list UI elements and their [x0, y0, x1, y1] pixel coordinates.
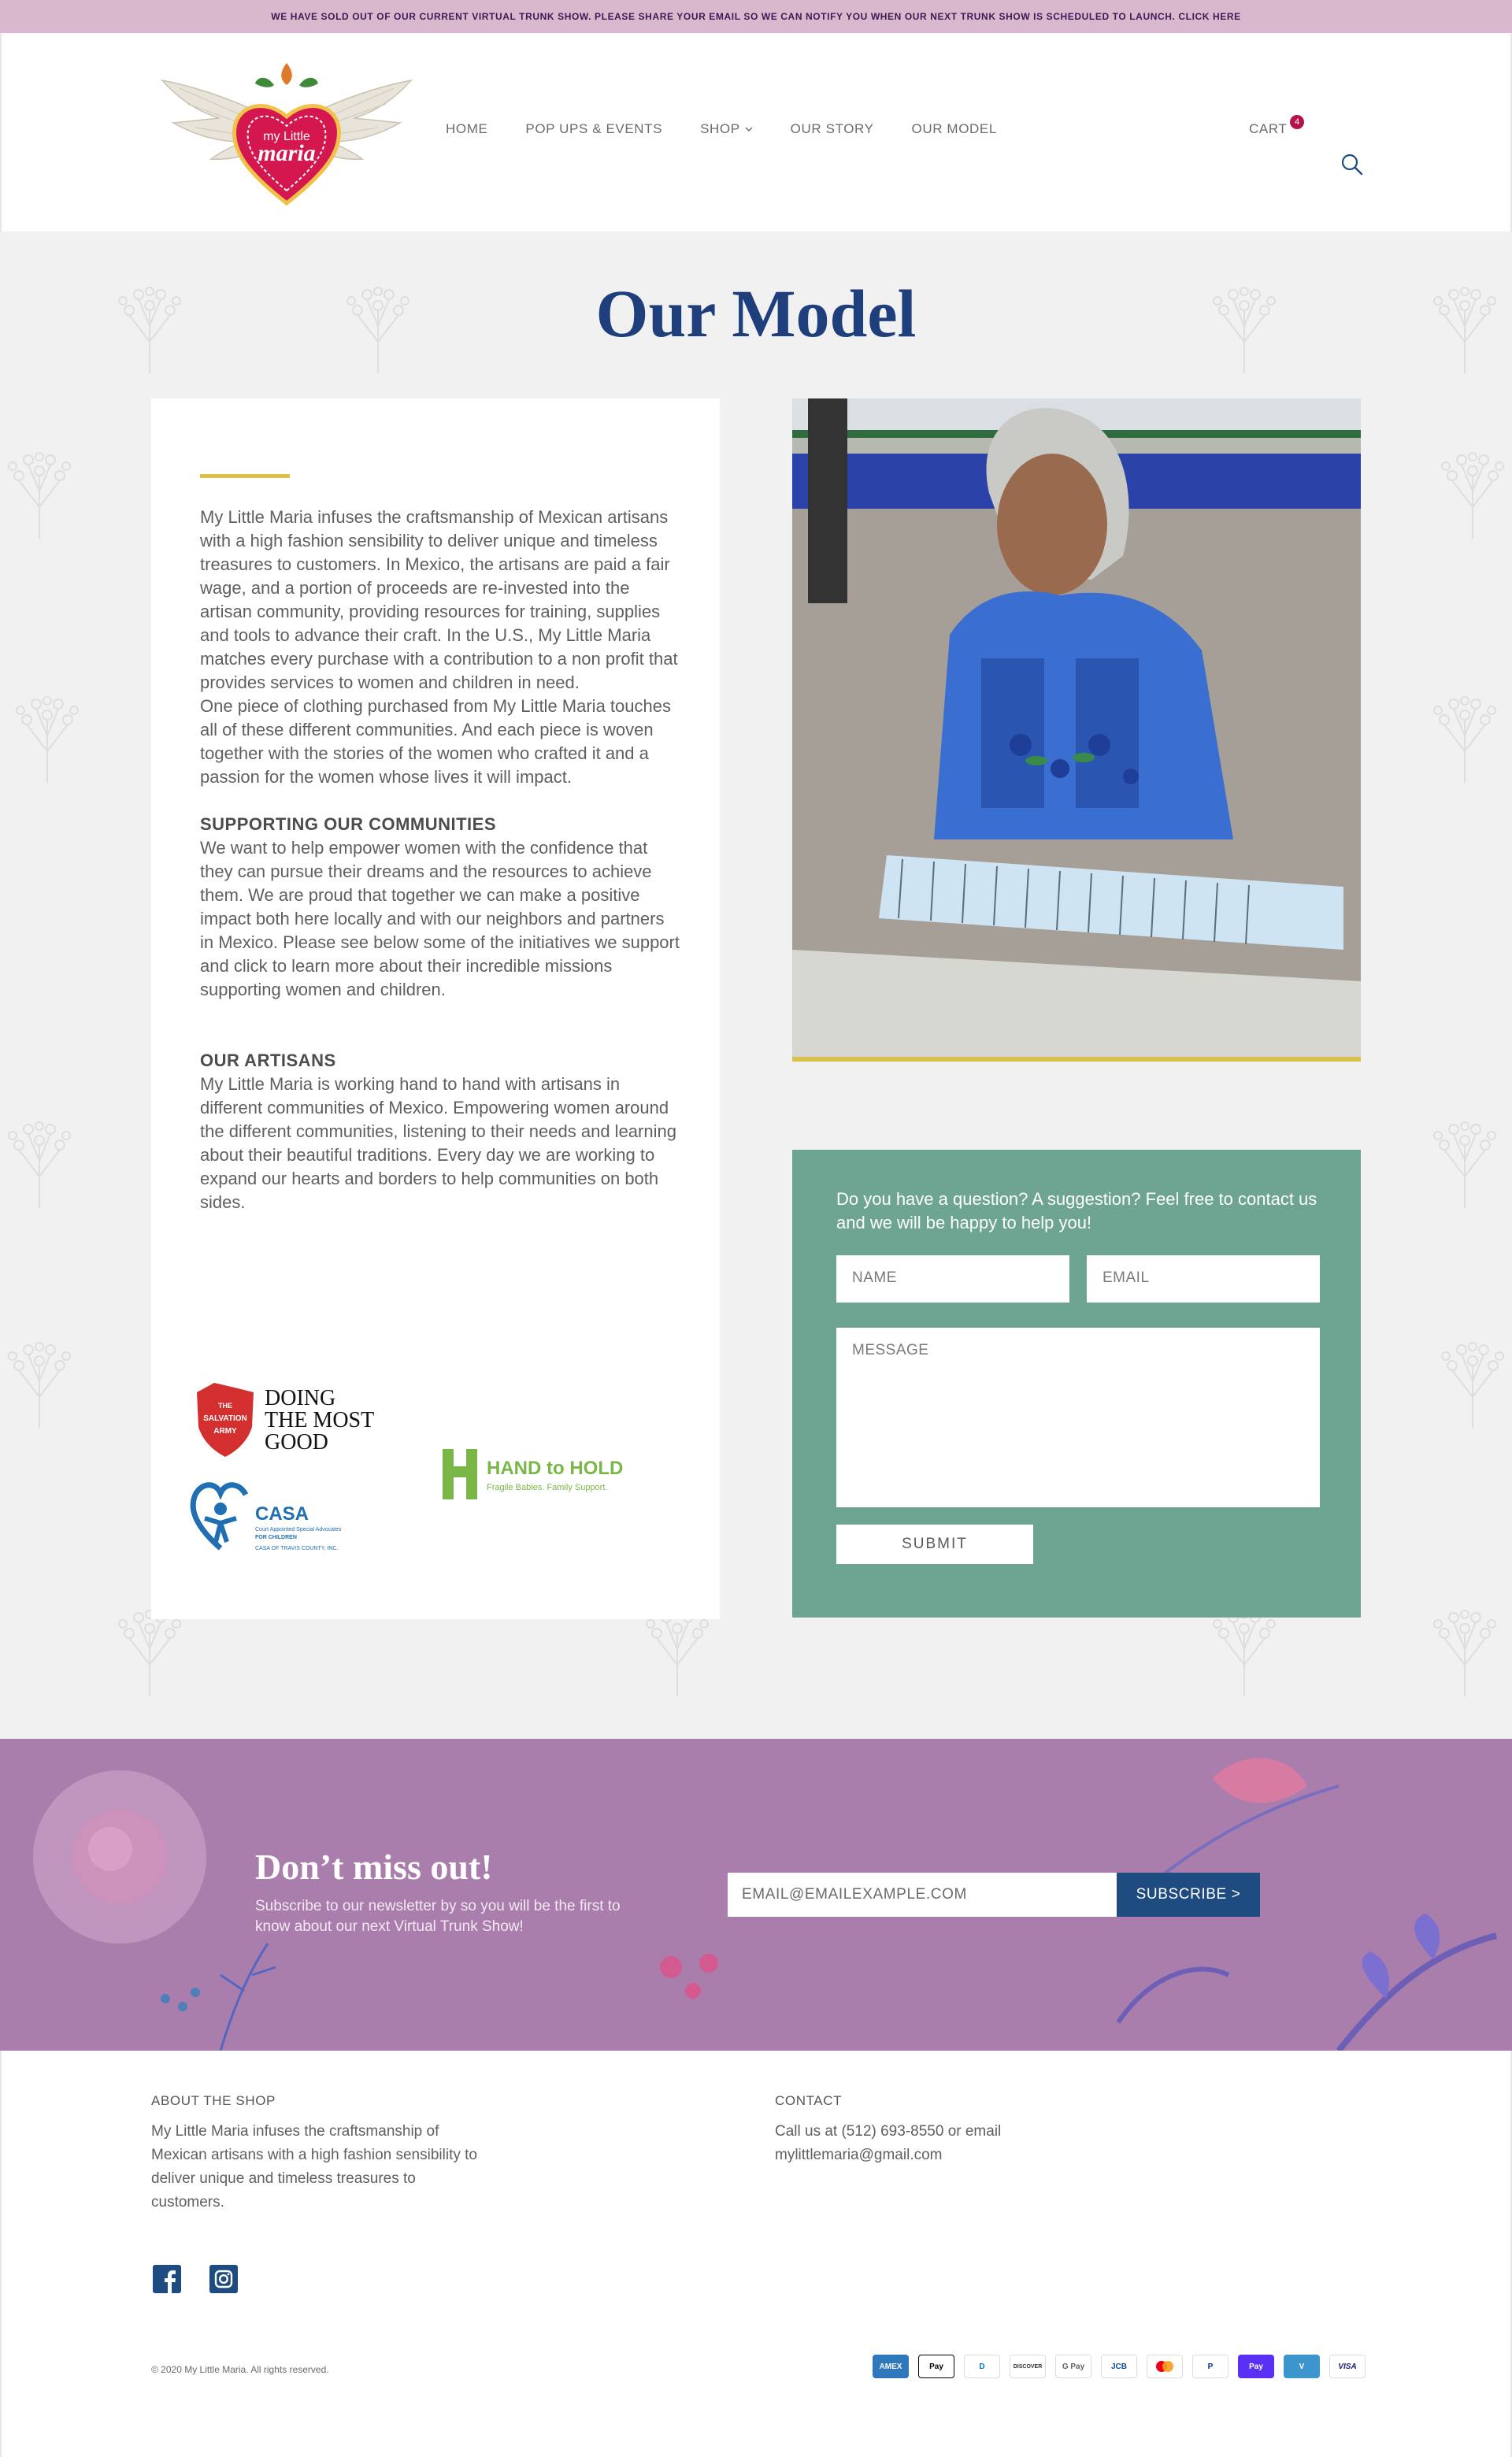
- visa-icon: VISA: [1329, 2355, 1366, 2378]
- paypal-icon: P: [1192, 2355, 1228, 2378]
- intro-paragraph: My Little Maria infuses the craftsmanship of Mexican artisans with a high fashion sensibility to deliver unique and timeless treasures to customers. In Mexico, the artisans are paid a fair wage, and a portion of proceeds are re-invested into the artisan community, providing resources for training, supplies and tools to advance their craft. In the U.S., My Little Maria matches every purchase with a contribution to a non profit that provides services to women and children in need.: [200, 507, 678, 692]
- newsletter-email-input[interactable]: EMAIL@EMAILEXAMPLE.COM: [728, 1873, 1117, 1917]
- nav-home-label[interactable]: HOME: [446, 121, 488, 136]
- artisans-paragraph: My Little Maria is working hand to hand with artisans in different communities of Mexico. Empowering women around the different communities, listening to their needs and learning about their beautiful traditions. Every day we are working to expand our hearts and borders to help communities on both sides.: [200, 1074, 676, 1212]
- payment-methods: [873, 2355, 1366, 2378]
- email-field[interactable]: EMAIL: [1087, 1255, 1320, 1303]
- artisans-heading: OUR ARTISANS: [200, 1051, 336, 1070]
- jcb-icon: JCB: [1101, 2355, 1137, 2378]
- salvation-army-logo[interactable]: [189, 1383, 378, 1458]
- announcement-bar[interactable]: [0, 0, 1512, 33]
- message-field[interactable]: MESSAGE: [836, 1328, 1320, 1507]
- amex-icon: AMEX: [873, 2355, 909, 2378]
- svg-text:Court Appointed Special Advoca: Court Appointed Special Advocates: [255, 1527, 342, 1532]
- site-footer: [0, 2051, 1512, 2457]
- instagram-icon[interactable]: [209, 2265, 238, 2293]
- svg-text:SALVATION: SALVATION: [203, 1414, 247, 1423]
- our-model-text: [200, 506, 680, 1214]
- diners-icon: D: [964, 2355, 1000, 2378]
- search-icon[interactable]: [1340, 153, 1364, 176]
- svg-text:HAND to HOLD: HAND to HOLD: [487, 1458, 624, 1479]
- chevron-down-icon[interactable]: [745, 125, 753, 133]
- svg-text:ARMY: ARMY: [213, 1427, 237, 1436]
- venmo-icon: V: [1284, 2355, 1320, 2378]
- svg-text:THE MOST: THE MOST: [265, 1408, 375, 1432]
- announcement-text[interactable]: WE HAVE SOLD OUT OF OUR CURRENT VIRTUAL TRUNK SHOW. PLEASE SHARE YOUR EMAIL SO WE CAN NOTIFY YOU WHEN OUR NEXT TRUNK SHOW IS SCHEDULED TO LAUNCH. CLICK HERE: [271, 11, 1241, 22]
- nav-pop-ups-label[interactable]: POP UPS & EVENTS: [525, 121, 663, 136]
- communities-heading: SUPPORTING OUR COMMUNITIES: [200, 814, 497, 834]
- cart-link[interactable]: [1249, 117, 1304, 137]
- facebook-icon[interactable]: [153, 2265, 181, 2293]
- contact-intro: Do you have a question? A suggestion? Feel free to contact us and we will be happy to help you!: [836, 1189, 1317, 1232]
- mastercard-circles: [1154, 2360, 1175, 2373]
- site-logo[interactable]: [156, 57, 417, 214]
- submit-button[interactable]: SUBMIT: [836, 1525, 1033, 1564]
- hand-to-hold-logo[interactable]: [438, 1444, 627, 1504]
- contact-form: [792, 1150, 1361, 1618]
- nav-shop[interactable]: [700, 121, 753, 137]
- nav-our-story-label[interactable]: OUR STORY: [790, 121, 874, 136]
- gold-divider: [200, 474, 290, 478]
- nav-shop-label[interactable]: SHOP: [700, 121, 740, 136]
- svg-text:Fragile Babies. Family Support: Fragile Babies. Family Support.: [487, 1483, 608, 1492]
- name-field[interactable]: NAME: [836, 1255, 1069, 1303]
- communities-paragraph: We want to help empower women with the confidence that they can pursue their dreams and the resources to achieve them. We are proud that together we can make a positive impact both here locally and with our neighbors and partners in Mexico. Please see below some of the initiatives we support and click to learn more about their incredible missions supporting women and children.: [200, 838, 680, 999]
- svg-text:my Little: my Little: [263, 130, 310, 143]
- mastercard-icon: [1147, 2355, 1183, 2378]
- nav-our-model-label[interactable]: OUR MODEL: [911, 121, 997, 136]
- artisan-weaving-photo: [792, 398, 1361, 1062]
- svg-text:CASA: CASA: [255, 1503, 309, 1525]
- nav-pop-ups-events[interactable]: [525, 121, 662, 137]
- subscribe-button[interactable]: SUBSCRIBE >: [1117, 1873, 1260, 1917]
- copyright-text: © 2020 My Little Maria. All rights reserved.: [151, 2364, 329, 2375]
- svg-text:CASA OF TRAVIS COUNTY, INC.: CASA OF TRAVIS COUNTY, INC.: [255, 1546, 339, 1551]
- about-heading: ABOUT THE SHOP: [151, 2093, 276, 2108]
- svg-text:GOOD: GOOD: [265, 1430, 328, 1455]
- newsletter-title: Don’t miss out!: [255, 1847, 493, 1887]
- newsletter-subtitle: Subscribe to our newsletter by so you will be the first to know about our next Virtual Trunk Show!: [255, 1898, 621, 1935]
- nav-our-model[interactable]: [912, 121, 997, 137]
- svg-text:maria: maria: [258, 140, 316, 166]
- svg-text:DOING: DOING: [265, 1386, 336, 1410]
- nav-our-story[interactable]: [791, 121, 874, 137]
- discover-icon: DISCOVER: [1010, 2355, 1046, 2378]
- svg-text:FOR CHILDREN: FOR CHILDREN: [255, 1535, 297, 1540]
- cart-label[interactable]: CART: [1249, 121, 1288, 136]
- google-pay-icon: G Pay: [1055, 2355, 1091, 2378]
- site-header: [0, 33, 1512, 232]
- shop-pay-icon: Pay: [1238, 2355, 1274, 2378]
- main-nav: [446, 121, 1035, 137]
- contact-text[interactable]: Call us at (512) 693-8550 or email mylittlemaria@gmail.com: [775, 2123, 1002, 2163]
- svg-text:THE: THE: [218, 1402, 232, 1410]
- about-text: My Little Maria infuses the craftsmanship of Mexican artisans with a high fashion sensibility to deliver unique and timeless treasures to customers.: [151, 2123, 477, 2211]
- apple-pay-icon: Pay: [918, 2355, 954, 2378]
- nav-home[interactable]: [446, 121, 487, 137]
- cart-count-badge: 4: [1290, 115, 1304, 129]
- newsletter-section: [0, 1739, 1512, 2051]
- casa-logo[interactable]: [189, 1474, 378, 1556]
- page-title: Our Model: [595, 276, 917, 351]
- intro-paragraph-2: One piece of clothing purchased from My Little Maria touches all of these different communities. And each piece is woven together with the stories of the women who crafted it and a passion for the women whose lives it will impact.: [200, 696, 671, 787]
- main-content: [0, 232, 1512, 1739]
- our-model-card: [151, 398, 720, 1619]
- photo-gold-border: [792, 1057, 1361, 1062]
- contact-heading: CONTACT: [775, 2093, 843, 2108]
